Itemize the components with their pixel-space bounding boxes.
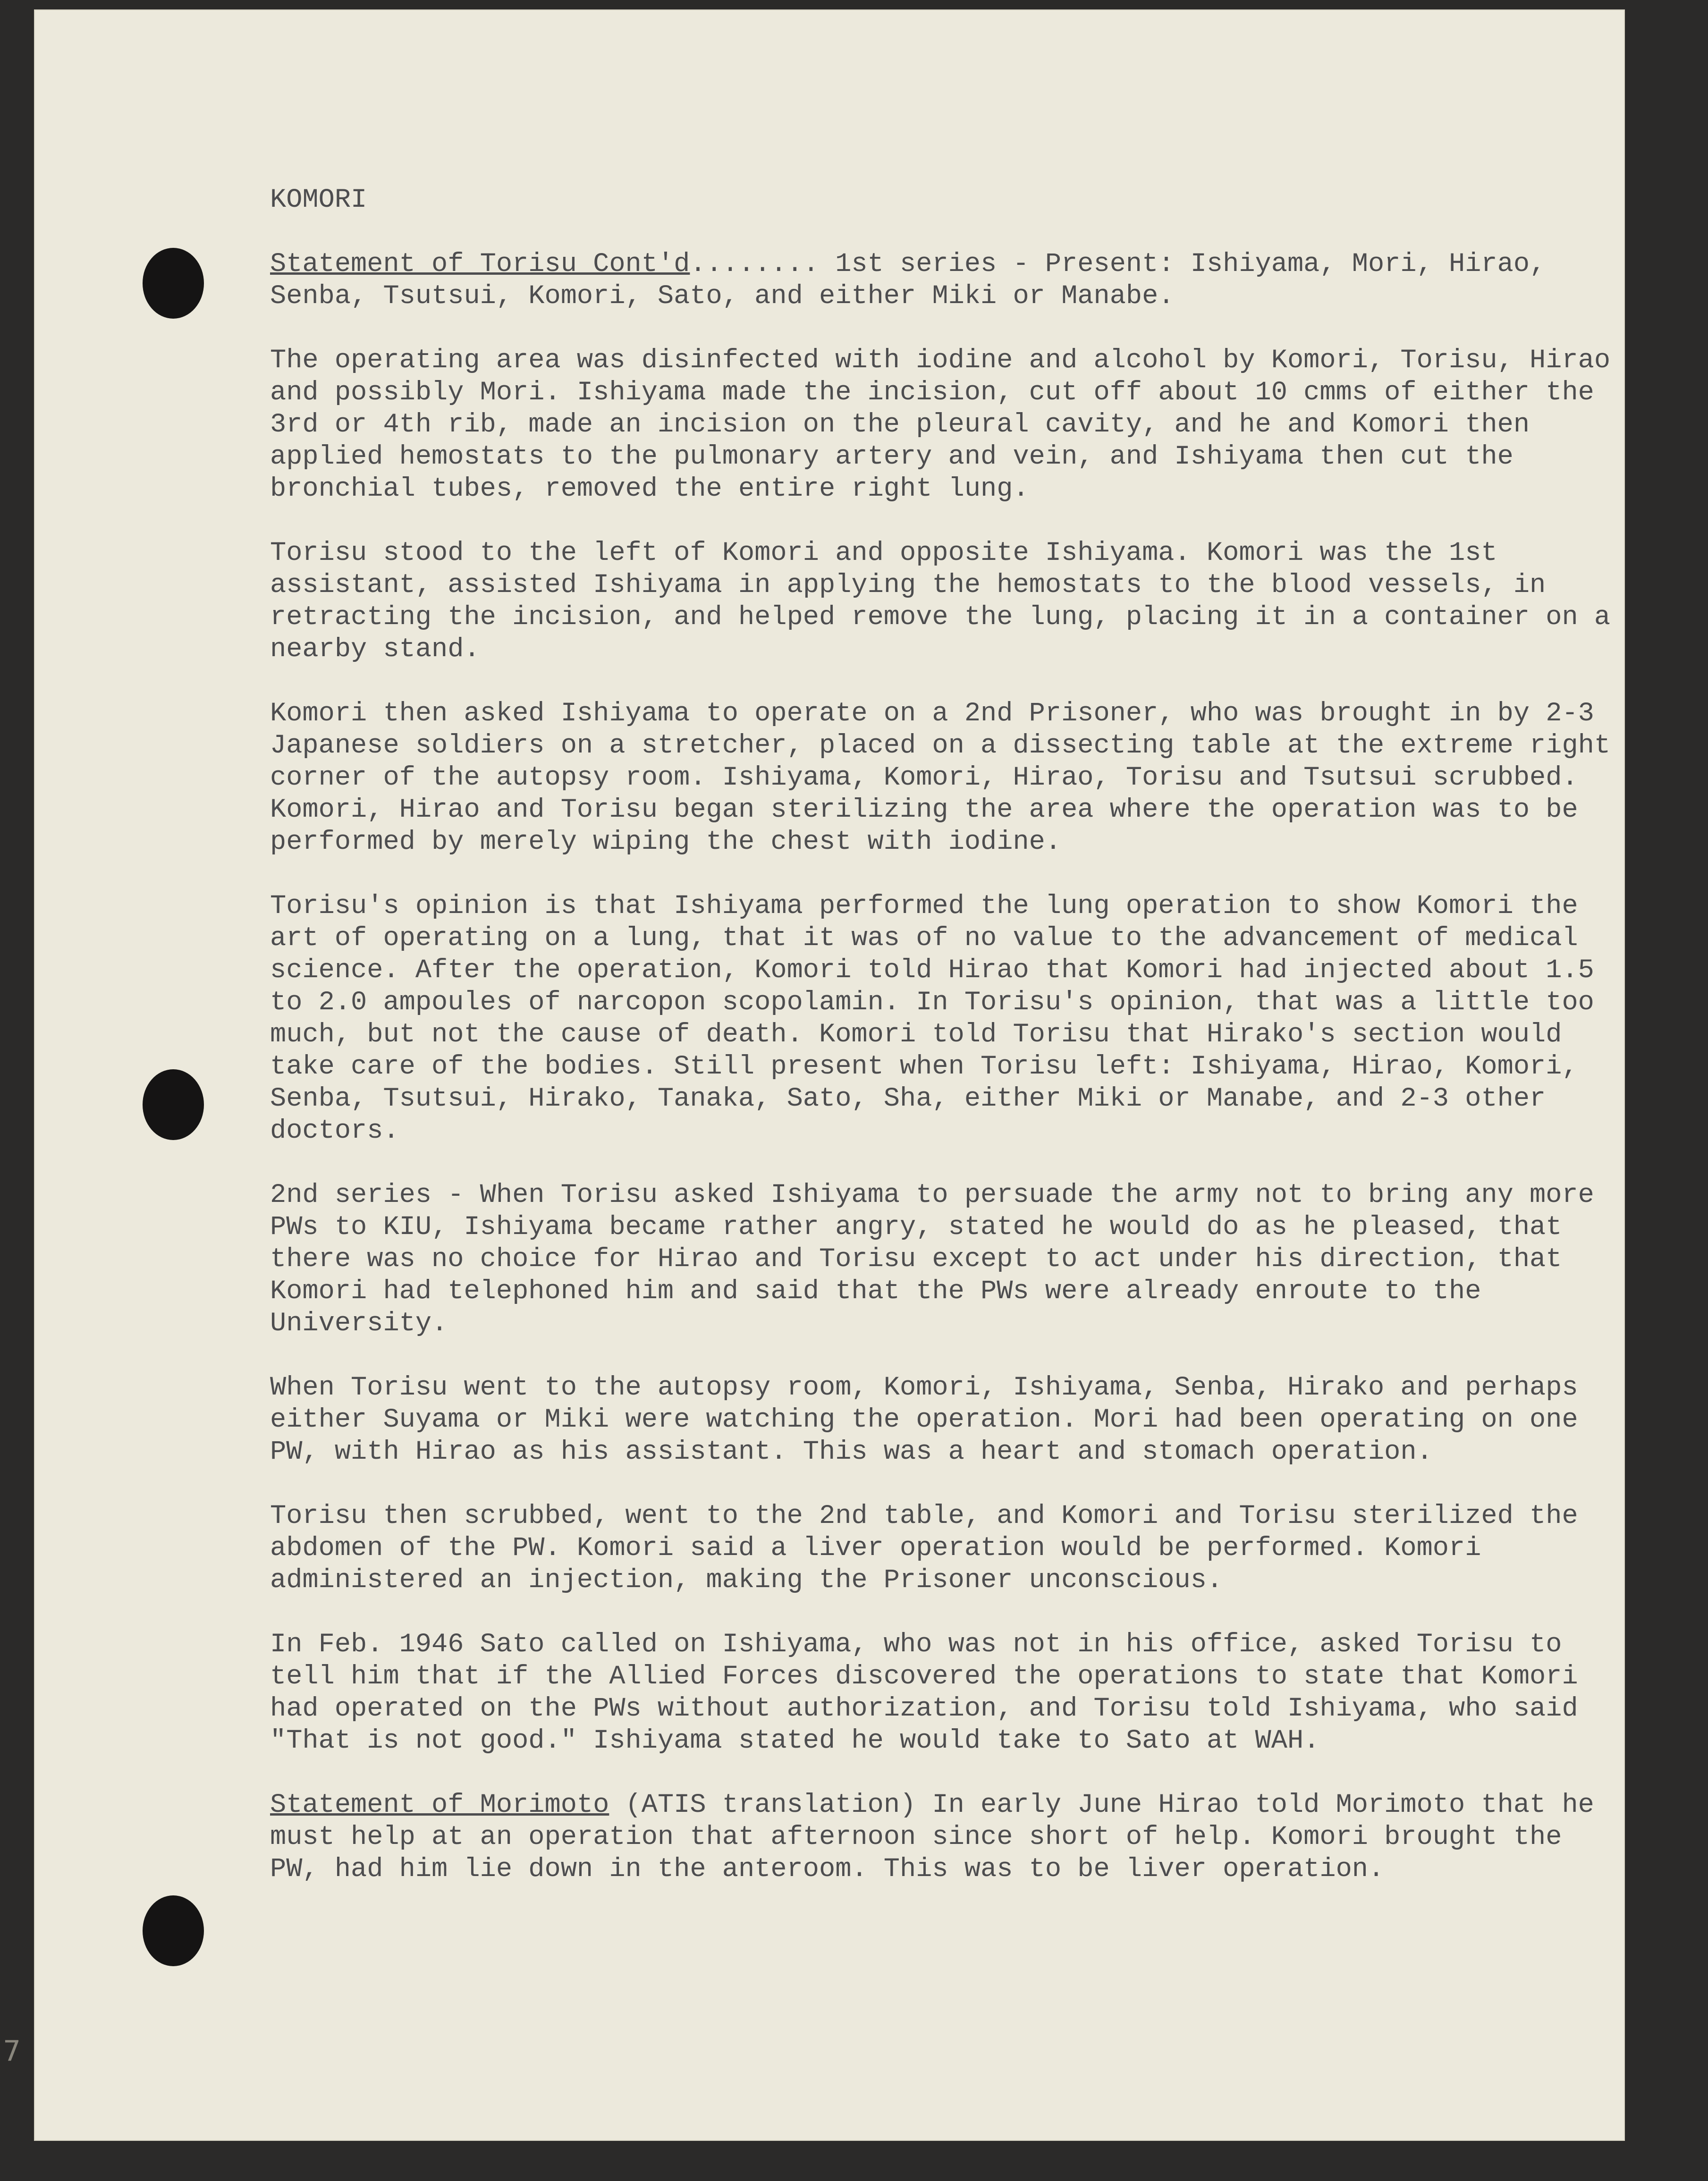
paragraph: 2nd series - When Torisu asked Ishiyama to persuade the army not to bring any more PWs to KIU, Ishiyama became rather angry, stated he would do as he pleased, that there was no choice for Hirao and Torisu except to act under his direction, that Komori had telephoned him and said that the PWs were already enroute to the University. <box>270 1180 1594 1339</box>
paragraph <box>270 1789 1620 1885</box>
punch-hole <box>143 1895 204 1966</box>
paragraph: When Torisu went to the autopsy room, Komori, Ishiyama, Senba, Hirako and perhaps either Suyama or Miki were watching the operation. Mori had been operating on one PW, with Hirao as his assistant. This was a heart and stomach operation. <box>270 1373 1578 1467</box>
paragraph: Torisu stood to the left of Komori and opposite Ishiyama. Komori was the 1st assistant, assisted Ishiyama in applying the hemostats to the blood vessels, in retracting the incision, and helped remove the lung, placing it in a container on a nearby stand. <box>270 538 1611 665</box>
paragraph: In Feb. 1946 Sato called on Ishiyama, who was not in his office, asked Torisu to tell him that if the Allied Forces discovered the operations to state that Komori had operated on the PWs without authorization, and Torisu told Ishiyama, who said "That is not good." Ishiyama stated he would take to Sato at WAH. <box>270 1630 1578 1756</box>
punch-hole <box>143 1069 204 1140</box>
corner-mark: 7 <box>3 2035 21 2068</box>
paragraph: The operating area was disinfected with iodine and alcohol by Komori, Torisu, Hirao and possibly Mori. Ishiyama made the incision, cut off about 10 cmms of either the 3rd or 4th rib, made an incision on the pleural cavity, and he and Komori then applied hemostats to the pulmonary artery and vein, and Ishiyama then cut the bronchial tubes, removed the entire right lung. <box>270 346 1611 504</box>
section-label: Statement of Torisu Cont'd <box>270 249 690 279</box>
document-body <box>270 184 1620 1918</box>
paragraph <box>270 248 1620 313</box>
paragraph: Komori then asked Ishiyama to operate on a 2nd Prisoner, who was brought in by 2-3 Japanese soldiers on a stretcher, placed on a dissecting table at the extreme right corner of the autopsy room. Ishiyama, Komori, Hirao, Torisu and Tsutsui scrubbed. Komori, Hirao and Torisu began sterilizing the area where the operation was to be performed by merely wiping the chest with iodine. <box>270 699 1611 857</box>
paragraph: Torisu's opinion is that Ishiyama performed the lung operation to show Komori the art of operating on a lung, that it was of no value to the advancement of medical science. After the operation, Komori told Hirao that Komori had injected about 1.5 to 2.0 ampoules of narcopon scopolamin. In Torisu's opinion, that was a little too much, but not the cause of death. Komori told Torisu that Hirako's section would take care of the bodies. Still present when Torisu left: Ishiyama, Hirao, Komori, Senba, Tsutsui, Hirako, Tanaka, Sato, Sha, either Miki or Manabe, and 2-3 other doctors. <box>270 891 1594 1146</box>
paragraph: Torisu then scrubbed, went to the 2nd table, and Komori and Torisu sterilized the abdomen of the PW. Komori said a liver operation would be performed. Komori administered an injection, making the Prisoner unconscious. <box>270 1501 1578 1596</box>
document-header: KOMORI <box>270 185 367 215</box>
punch-hole <box>143 248 204 319</box>
section-label: Statement of Morimoto <box>270 1790 609 1820</box>
paragraph-text: (ATIS translation) In early June Hirao told Morimoto that he must help at an operation that afternoon since short of help. Komori brought the PW, had him lie down in the anteroom. This was to be liver operation. <box>270 1790 1594 1885</box>
paragraph-text: ........ 1st series - Present: Ishiyama, Mori, Hirao, Senba, Tsutsui, Komori, Sato, and either Miki or Manabe. <box>270 249 1546 312</box>
document-page <box>34 9 1625 2141</box>
